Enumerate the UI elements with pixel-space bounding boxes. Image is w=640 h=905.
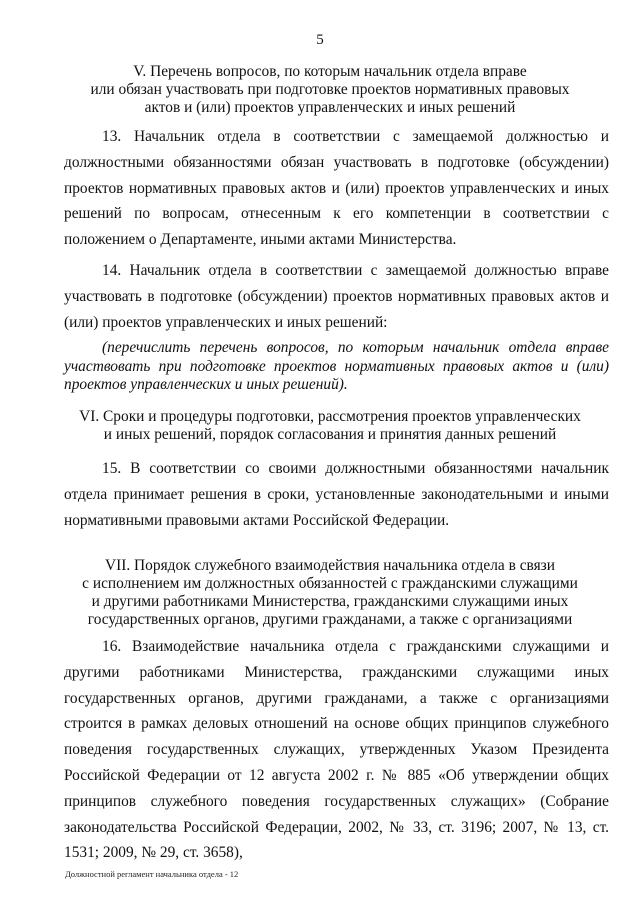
page-number: 5 (316, 32, 324, 48)
section-5-heading-line: V. Перечень вопросов, по которым начальник отдела вправе (133, 63, 527, 80)
section-5-heading (60, 63, 600, 117)
section-7-heading (60, 557, 600, 629)
paragraph-14: 14. Начальник отдела в соответствии с замещаемой должностью вправе участвовать в подготовке (обсуждении) проектов нормативных правовых актов и (или) проектов управленческих и иных решений: (64, 262, 609, 331)
paragraph-14-note: (перечислить перечень вопросов, по которым начальник отдела вправе участвовать при подготовке проектов нормативных правовых актов и (или) проектов управленческих и иных решений). (64, 339, 609, 393)
section-6-heading (60, 408, 600, 444)
section-5-heading-line: или обязан участвовать при подготовке проектов нормативных правовых (90, 81, 570, 98)
section-7-heading-line: и другими работниками Министерства, гражданскими служащими иных (91, 593, 569, 610)
section-6-heading-line: VI. Сроки и процедуры подготовки, рассмотрения проектов управленческих (79, 408, 581, 425)
paragraph-13: 13. Начальник отдела в соответствии с замещаемой должностью и должностными обязанностями обязан участвовать в подготовке (обсуждении) проектов нормативных правовых актов и (или) проектов управленческих и иных решений по вопросам, отнесенным к его компетенции в соответствии с положением о Департаменте, иными актами Министерства. (64, 128, 609, 249)
paragraph-16: 16. Взаимодействие начальника отдела с гражданскими служащими и другими работниками Министерства, гражданскими служащими иных государственных органов, другими гражданами, а также с организациями строится в рамках деловых отношений на основе общих принципов служебного поведения государственных служащих, утвержденных Указом Президента Российской Федерации от 12 августа 2002 г. № 885 «Об утверждении общих принципов служебного поведения государственных служащих» (Собрание законодательства Российской Федерации, 2002, № 33, ст. 3196; 2007, № 13, ст. 1531; 2009, № 29, ст. 3658), (64, 638, 609, 862)
section-7-heading-line: VII. Порядок служебного взаимодействия начальника отдела в связи (105, 557, 555, 574)
section-5-heading-line: актов и (или) проектов управленческих и иных решений (144, 99, 516, 116)
section-7-heading-line: с исполнением им должностных обязанностей с гражданскими служащими (82, 575, 578, 592)
page-footer: Должностной регламент начальника отдела - 12 (65, 869, 239, 879)
paragraph-15: 15. В соответствии со своими должностными обязанностями начальник отдела принимает решения в сроки, установленные законодательными и иными нормативными правовыми актами Российской Федерации. (64, 460, 609, 529)
section-7-heading-line: государственных органов, другими гражданами, а также с организациями (87, 611, 573, 628)
section-6-heading-line: и иных решений, порядок согласования и принятия данных решений (103, 426, 557, 443)
